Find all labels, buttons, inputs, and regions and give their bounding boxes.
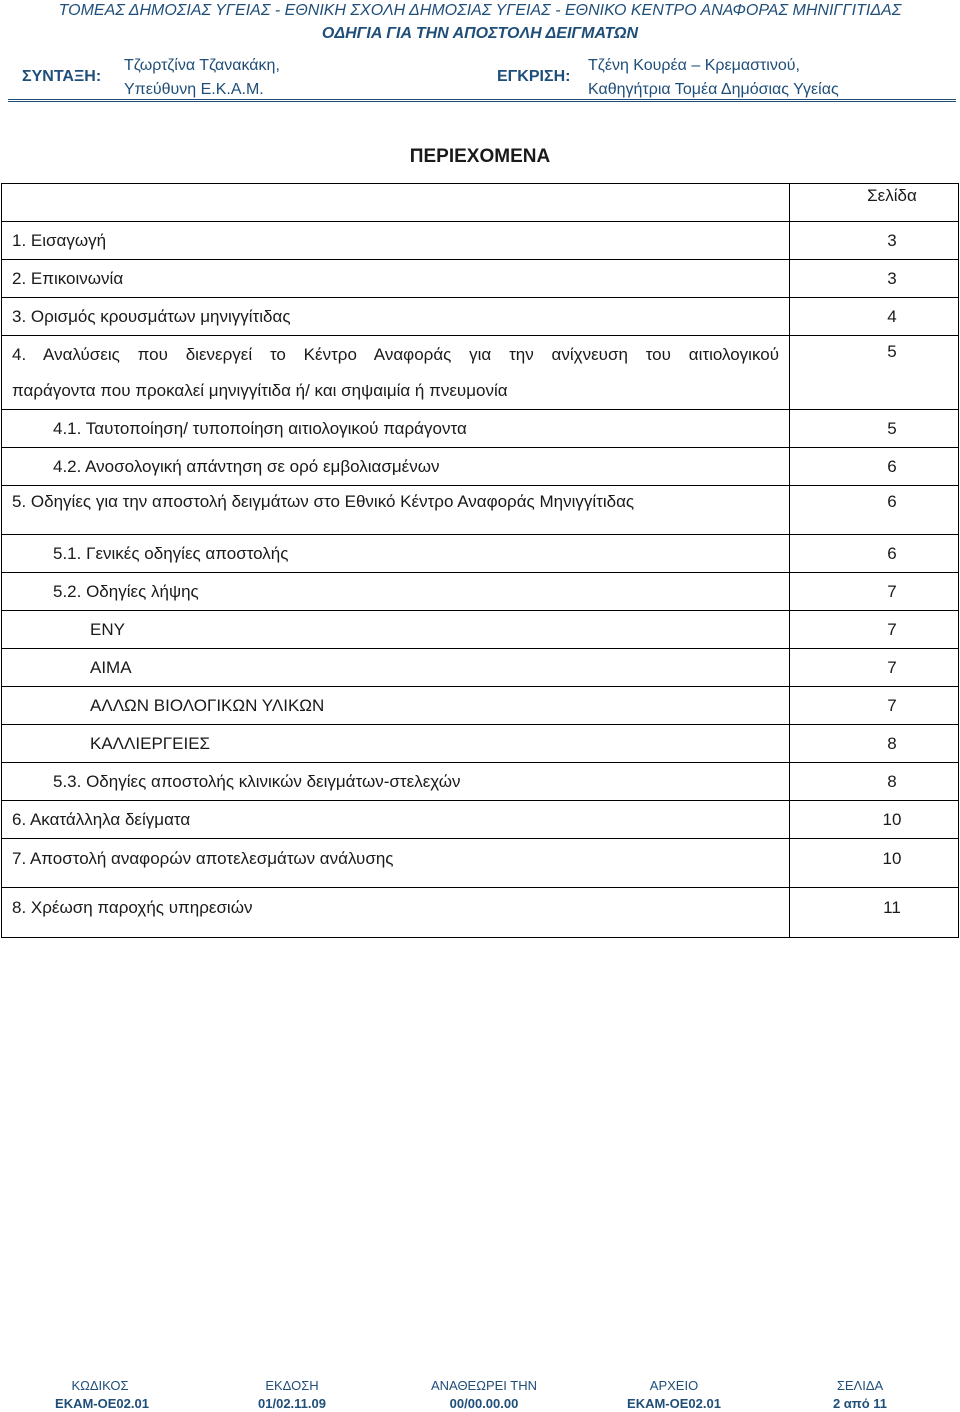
footer-edition-label: ΕΚΔΟΣΗ — [265, 1378, 319, 1393]
footer-revision: 00/00.00.00 — [449, 1396, 519, 1411]
toc-entry-page: 5 — [790, 410, 959, 448]
toc-entry-page: 6 — [790, 486, 959, 535]
toc-row[interactable] — [2, 410, 959, 448]
toc-entry-page: 7 — [790, 573, 959, 611]
author-role: Υπεύθυνη Ε.Κ.Α.Μ. — [124, 81, 264, 98]
toc-row[interactable] — [2, 573, 959, 611]
toc-entry-page: 10 — [790, 839, 959, 888]
toc-table — [1, 183, 959, 938]
toc-row[interactable] — [2, 888, 959, 938]
toc-entry-page: 6 — [790, 535, 959, 573]
approver-block — [588, 54, 839, 102]
footer-edition: 01/02.11.09 — [258, 1396, 326, 1411]
toc-entry-text[interactable]: 1. Εισαγωγή — [2, 222, 790, 260]
author-label: ΣΥΝΤΑΞΗ: — [22, 68, 102, 85]
toc-entry-text[interactable]: ΑΙΜΑ — [2, 649, 790, 687]
toc-entry-text[interactable]: 5. Οδηγίες για την αποστολή δειγμάτων στο Εθνικό Κέντρο Αναφοράς Μηνιγγίτιδας — [2, 486, 790, 535]
document-title: ΟΔΗΓΙΑ ΓΙΑ ΤΗΝ ΑΠΟΣΤΟΛΗ ΔΕΙΓΜΑΤΩΝ — [321, 25, 639, 42]
header-organization: ΤΟΜΕΑΣ ΔΗΜΟΣΙΑΣ ΥΓΕΙΑΣ - ΕΘΝΙΚΗ ΣΧΟΛΗ ΔΗΜΟΣΙΑΣ ΥΓΕΙΑΣ - ΕΘΝΙΚΟ ΚΕΝΤΡΟ ΑΝΑΦΟΡΑΣ ΜΗΝΙΓΓΙΤΙΔΑΣ — [58, 2, 902, 19]
approver-name: Τζένη Κουρέα – Κρεμαστινού, — [588, 57, 800, 74]
toc-entry-page: 5 — [790, 336, 959, 410]
toc-row[interactable] — [2, 611, 959, 649]
footer-file-label: ΑΡΧΕΙΟ — [649, 1378, 699, 1393]
toc-row[interactable] — [2, 298, 959, 336]
toc-entry-page: 7 — [790, 687, 959, 725]
footer-file: ΕΚΑΜ-ΟΕ02.01 — [627, 1396, 721, 1411]
header-divider — [8, 99, 956, 102]
toc-entry-page: 4 — [790, 298, 959, 336]
footer-page-label: ΣΕΛΙΔΑ — [836, 1378, 884, 1393]
toc-header-blank — [2, 184, 790, 222]
toc-entry-text[interactable]: 7. Αποστολή αναφορών αποτελεσμάτων ανάλυσης — [2, 839, 790, 888]
footer-code-label: ΚΩΔΙΚΟΣ — [71, 1378, 129, 1393]
author-block — [124, 54, 280, 102]
toc-row[interactable] — [2, 649, 959, 687]
toc-entry-text[interactable]: 5.2. Οδηγίες λήψης — [2, 573, 790, 611]
toc-row[interactable] — [2, 763, 959, 801]
toc-page-header: Σελίδα — [790, 184, 959, 222]
toc-row[interactable] — [2, 535, 959, 573]
toc-row[interactable] — [2, 448, 959, 486]
toc-entry-text[interactable]: 5.1. Γενικές οδηγίες αποστολής — [2, 535, 790, 573]
toc-entry-page: 8 — [790, 725, 959, 763]
toc-entry-text[interactable]: ΕΝΥ — [2, 611, 790, 649]
toc-row[interactable] — [2, 839, 959, 888]
approval-label: ΕΓΚΡΙΣΗ: — [497, 68, 571, 85]
toc-row[interactable] — [2, 725, 959, 763]
toc-entry-text[interactable]: 2. Επικοινωνία — [2, 260, 790, 298]
toc-entry-page: 6 — [790, 448, 959, 486]
toc-entry-text[interactable] — [2, 336, 790, 410]
toc-entry-text[interactable]: 4.2. Ανοσολογική απάντηση σε ορό εμβολιασμένων — [2, 448, 790, 486]
toc-entry-text[interactable]: ΚΑΛΛΙΕΡΓΕΙΕΣ — [2, 725, 790, 763]
toc-row[interactable] — [2, 222, 959, 260]
toc-entry-page: 7 — [790, 649, 959, 687]
toc-entry-text[interactable]: 5.3. Οδηγίες αποστολής κλινικών δειγμάτων-στελεχών — [2, 763, 790, 801]
toc-entry-page: 10 — [790, 801, 959, 839]
toc-entry-page: 3 — [790, 260, 959, 298]
toc-entry-text-line2: παράγοντα που προκαλεί μηνιγγίτιδα ή/ και σηψαιμία ή πνευμονία — [12, 380, 508, 400]
toc-entry-text[interactable]: 8. Χρέωση παροχής υπηρεσιών — [2, 888, 790, 938]
approver-role: Καθηγήτρια Τομέα Δημόσιας Υγείας — [588, 81, 839, 98]
toc-header-row — [2, 184, 959, 222]
toc-row[interactable] — [2, 801, 959, 839]
toc-entry-page: 8 — [790, 763, 959, 801]
toc-title: ΠΕΡΙΕΧΟΜΕΝΑ — [409, 146, 551, 167]
toc-entry-text[interactable]: 4.1. Ταυτοποίηση/ τυποποίηση αιτιολογικού παράγοντα — [2, 410, 790, 448]
toc-entry-text[interactable]: 6. Ακατάλληλα δείγματα — [2, 801, 790, 839]
toc-row[interactable] — [2, 486, 959, 535]
toc-entry-page: 3 — [790, 222, 959, 260]
toc-row[interactable] — [2, 336, 959, 410]
toc-entry-text[interactable]: ΑΛΛΩΝ ΒΙΟΛΟΓΙΚΩΝ ΥΛΙΚΩΝ — [2, 687, 790, 725]
footer-revision-label: ΑΝΑΘΕΩΡΕΙ ΤΗΝ — [430, 1378, 537, 1393]
footer-page: 2 από 11 — [832, 1396, 888, 1411]
toc-entry-page: 11 — [790, 888, 959, 938]
toc-entry-page: 7 — [790, 611, 959, 649]
author-name: Τζωρτζίνα Τζανακάκη, — [124, 57, 280, 74]
toc-entry-text-line1: 4. Αναλύσεις που διενεργεί το Κέντρο Αναφοράς για την ανίχνευση του αιτιολογικού — [12, 344, 779, 364]
toc-row[interactable] — [2, 260, 959, 298]
toc-row[interactable] — [2, 687, 959, 725]
footer-code: ΕΚΑΜ-ΟΕ02.01 — [55, 1396, 149, 1411]
toc-entry-text[interactable]: 3. Ορισμός κρουσμάτων μηνιγγίτιδας — [2, 298, 790, 336]
